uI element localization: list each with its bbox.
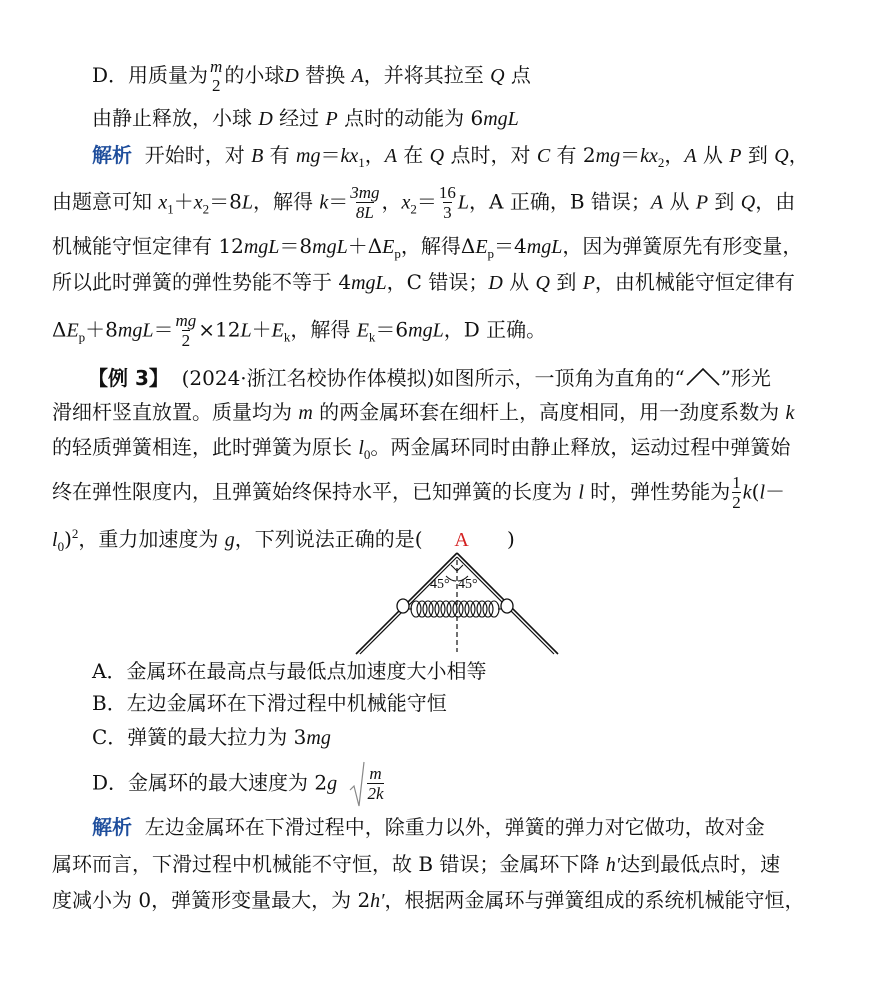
analysis1-line4 — [52, 268, 795, 297]
text: ＋ — [173, 189, 194, 214]
var-h-prime: h′ — [370, 890, 385, 912]
subscript: 2 — [657, 155, 665, 170]
analysis1-line3 — [52, 232, 802, 268]
text: ＝8 — [209, 189, 242, 214]
subscript: k — [368, 329, 376, 345]
text: ＋8 — [85, 317, 118, 342]
subscript: p — [487, 246, 495, 261]
var-Q: Q — [535, 272, 550, 294]
text: 的两金属环套在细杆上，高度相同，用一劲度系数为 — [312, 400, 786, 424]
text: 从 — [663, 189, 696, 214]
text: ) — [64, 527, 72, 551]
text: ”形光 — [720, 366, 771, 390]
var-l: l — [358, 437, 364, 459]
text: 开始时，对 — [144, 143, 252, 167]
var-L: L — [241, 191, 253, 214]
prev-option-d-line2 — [92, 104, 519, 133]
text: ，解得 — [253, 189, 320, 214]
var: B — [251, 145, 264, 167]
analysis1-line5 — [52, 312, 546, 351]
text: 度减小为 0，弹簧形变量最大，为 2 — [52, 888, 371, 912]
var-L: L — [457, 191, 470, 214]
analysis-tag: 解析 — [92, 815, 132, 839]
text: 从 — [502, 270, 536, 294]
text: 时，弹性势能为 — [583, 479, 731, 504]
var-P: P — [695, 191, 709, 214]
var-g: g — [327, 772, 338, 795]
var-A: A — [351, 64, 364, 87]
option-d — [92, 760, 386, 808]
example3-line2 — [52, 398, 794, 427]
text: 有 — [263, 143, 297, 167]
example3-line4 — [52, 474, 785, 512]
text: 点 — [504, 62, 531, 87]
spring — [408, 601, 502, 617]
var-h-prime: h′ — [605, 854, 621, 876]
text: ，A 正确，B 错误； — [469, 189, 651, 214]
var-g: g — [224, 529, 235, 551]
var-mgL: mgL — [526, 236, 563, 258]
rod-spring-figure — [350, 548, 580, 660]
option-d-text: D．金属环的最大速度为 2 — [92, 770, 328, 795]
text: 的轻质弹簧相连，此时弹簧为原长 — [52, 435, 359, 459]
fraction-3mg-8L: $\frac{3mg}{8L}$ — [350, 183, 380, 222]
subscript: 0 — [363, 447, 371, 462]
var-Q: Q — [740, 191, 756, 214]
var: Q — [774, 145, 789, 167]
var-x: x — [401, 191, 411, 214]
option-c-text: C．弹簧的最大拉力为 3 — [92, 725, 307, 749]
option-b-text: B．左边金属环在下滑过程中机械能守恒 — [92, 691, 447, 715]
analysis1-line1 — [92, 141, 809, 177]
text: 由静止释放，小球 — [92, 106, 259, 130]
text: ，解得Δ — [400, 234, 476, 258]
text: ，因为弹簧原先有形变量， — [562, 234, 803, 258]
var-mgL: mgL — [312, 236, 348, 258]
text: 的小球 — [224, 62, 285, 87]
var: Q — [429, 145, 445, 167]
var: P — [729, 145, 742, 167]
option-b — [92, 689, 447, 717]
right-ring — [501, 599, 513, 613]
fraction-m-2k: $\frac{m}{2k}$ — [367, 764, 384, 803]
var: A — [684, 145, 697, 167]
text: ， — [788, 143, 809, 167]
var-x: x — [158, 191, 168, 214]
var-Q: Q — [490, 64, 505, 87]
subscript: 1 — [167, 201, 174, 217]
subscript: 1 — [358, 155, 365, 170]
text: ＝6 — [375, 317, 409, 342]
var-x: x — [193, 191, 203, 214]
text: ＝8 — [279, 234, 313, 258]
text: ＝ — [153, 317, 174, 342]
var-E: E — [66, 319, 79, 342]
text: 属环而言，下滑过程中机械能不守恒，故 B 错误；金属环下降 — [52, 852, 606, 876]
fraction-16-3: $\frac{16}{3}$ — [438, 183, 456, 222]
fraction-1-2: $\frac{1}{2}$ — [732, 473, 741, 512]
var-k: k — [319, 191, 329, 214]
text: ＝4 — [494, 234, 527, 258]
var-l: l — [52, 529, 58, 551]
option-a — [92, 657, 486, 685]
var-E: E — [475, 236, 488, 258]
text: ＝ — [328, 189, 349, 214]
subscript: p — [78, 329, 86, 345]
var: mg — [296, 145, 321, 167]
var-mg: mg — [306, 727, 331, 749]
text: 到 — [708, 189, 741, 214]
var: kx — [640, 145, 658, 167]
fraction-m-over-2: m 2 — [210, 57, 223, 95]
text: 达到最低点时，速 — [620, 852, 781, 876]
var-L: L — [240, 319, 252, 342]
var: A — [384, 145, 397, 167]
fraction-mg-2: $\frac{mg}{2}$ — [175, 311, 197, 350]
text: ＋ — [251, 317, 272, 342]
text: ＝ — [416, 189, 437, 214]
var-l: l — [578, 481, 584, 504]
angle-left-label: 45° — [430, 577, 450, 592]
var-P: P — [582, 272, 595, 294]
text: 左边金属环在下滑过程中，除重力以外，弹簧的弹力对它做功，故对金 — [144, 815, 765, 839]
var-P: P — [325, 108, 338, 130]
text: ) — [506, 527, 515, 551]
subscript: k — [283, 329, 291, 345]
text: 所以此时弹簧的弹性势能不等于 4 — [52, 270, 352, 294]
analysis1-line2 — [52, 184, 795, 223]
text: 滑细杆竖直放置。质量均为 — [52, 400, 299, 424]
var: kx — [340, 145, 359, 167]
text: ，重力加速度为 — [78, 527, 225, 551]
text: 到 — [549, 270, 583, 294]
text: ＝ — [320, 143, 341, 167]
text: ， — [364, 143, 385, 167]
var-mgL: mgL — [408, 319, 444, 342]
var-k: k — [742, 481, 752, 504]
example3-line1 — [88, 364, 771, 392]
text: ，C 错误； — [386, 270, 489, 294]
option-label: D． — [92, 62, 129, 87]
text: 在 — [396, 143, 430, 167]
inverted-v-shape-icon — [685, 367, 721, 387]
var-mgL: mgL — [243, 236, 280, 258]
text: 机械能守恒定律有 12 — [52, 234, 244, 258]
prev-option-d-line1 — [92, 58, 531, 95]
var-A: A — [650, 191, 664, 214]
analysis2-line1 — [92, 813, 765, 841]
subscript: 0 — [57, 539, 65, 554]
var-E: E — [271, 319, 284, 342]
text: 。两金属环同时由静止释放，运动过程中弹簧始 — [370, 435, 791, 459]
var-D: D — [488, 272, 503, 294]
var-D: D — [284, 64, 299, 87]
text: ＋Δ — [347, 234, 383, 258]
var: C — [536, 145, 551, 167]
var-mgL: mgL — [483, 108, 519, 130]
subscript: p — [394, 246, 401, 261]
var-mgL: mgL — [351, 272, 387, 294]
var-k: k — [785, 402, 795, 424]
text: 到 — [741, 143, 775, 167]
sqrt-sign-icon — [349, 760, 365, 808]
text: ×12 — [198, 317, 241, 342]
answer-value: A — [454, 529, 469, 551]
text: ，D 正确。 — [443, 317, 547, 342]
analysis2-line3 — [52, 886, 805, 915]
text: ，并将其拉至 — [363, 62, 491, 87]
text: (2024·浙江名校协作体模拟)如图所示，一顶角为直角的“ — [181, 366, 685, 390]
example-label: 【例 3】 — [88, 366, 169, 390]
text: － — [765, 479, 786, 504]
text: 有 2 — [550, 143, 596, 167]
var-mgL: mgL — [117, 319, 154, 342]
text: 点时的动能为 6 — [337, 106, 484, 130]
example3-line3 — [52, 433, 790, 469]
text: 从 — [696, 143, 730, 167]
text: ，解得 — [290, 317, 357, 342]
text: ，根据两金属环与弹簧组成的系统机械能守恒， — [384, 888, 805, 912]
var: mg — [595, 145, 621, 167]
text: ， — [664, 143, 685, 167]
text: 经过 — [272, 106, 326, 130]
text: ，下列说法正确的是( — [234, 527, 423, 551]
angle-right-label: 45° — [458, 577, 478, 592]
text: ， — [381, 189, 402, 214]
var-E: E — [382, 236, 395, 258]
text: 用质量为 — [128, 62, 209, 87]
text: 替换 — [298, 62, 352, 87]
var-l: l — [759, 481, 766, 504]
text: ＝ — [620, 143, 641, 167]
analysis-tag: 解析 — [92, 143, 132, 167]
text: Δ — [52, 317, 67, 342]
text: ( — [751, 479, 760, 504]
subscript: 2 — [410, 201, 417, 217]
analysis2-line2 — [52, 850, 780, 879]
text: 由题意可知 — [52, 189, 159, 214]
option-a-text: A．金属环在最高点与最低点加速度大小相等 — [92, 659, 487, 683]
left-ring — [397, 599, 409, 613]
var-m: m — [298, 402, 313, 424]
text: 点时，对 — [444, 143, 537, 167]
subscript: 2 — [202, 201, 210, 217]
var-D: D — [258, 108, 273, 130]
var-E: E — [356, 319, 369, 342]
sqrt-expression — [349, 760, 385, 808]
text: ，由 — [755, 189, 796, 214]
option-c — [92, 723, 331, 752]
superscript: 2 — [71, 526, 79, 541]
text: ，由机械能守恒定律有 — [594, 270, 795, 294]
text: 终在弹性限度内，且弹簧始终保持水平，已知弹簧的长度为 — [52, 479, 579, 504]
